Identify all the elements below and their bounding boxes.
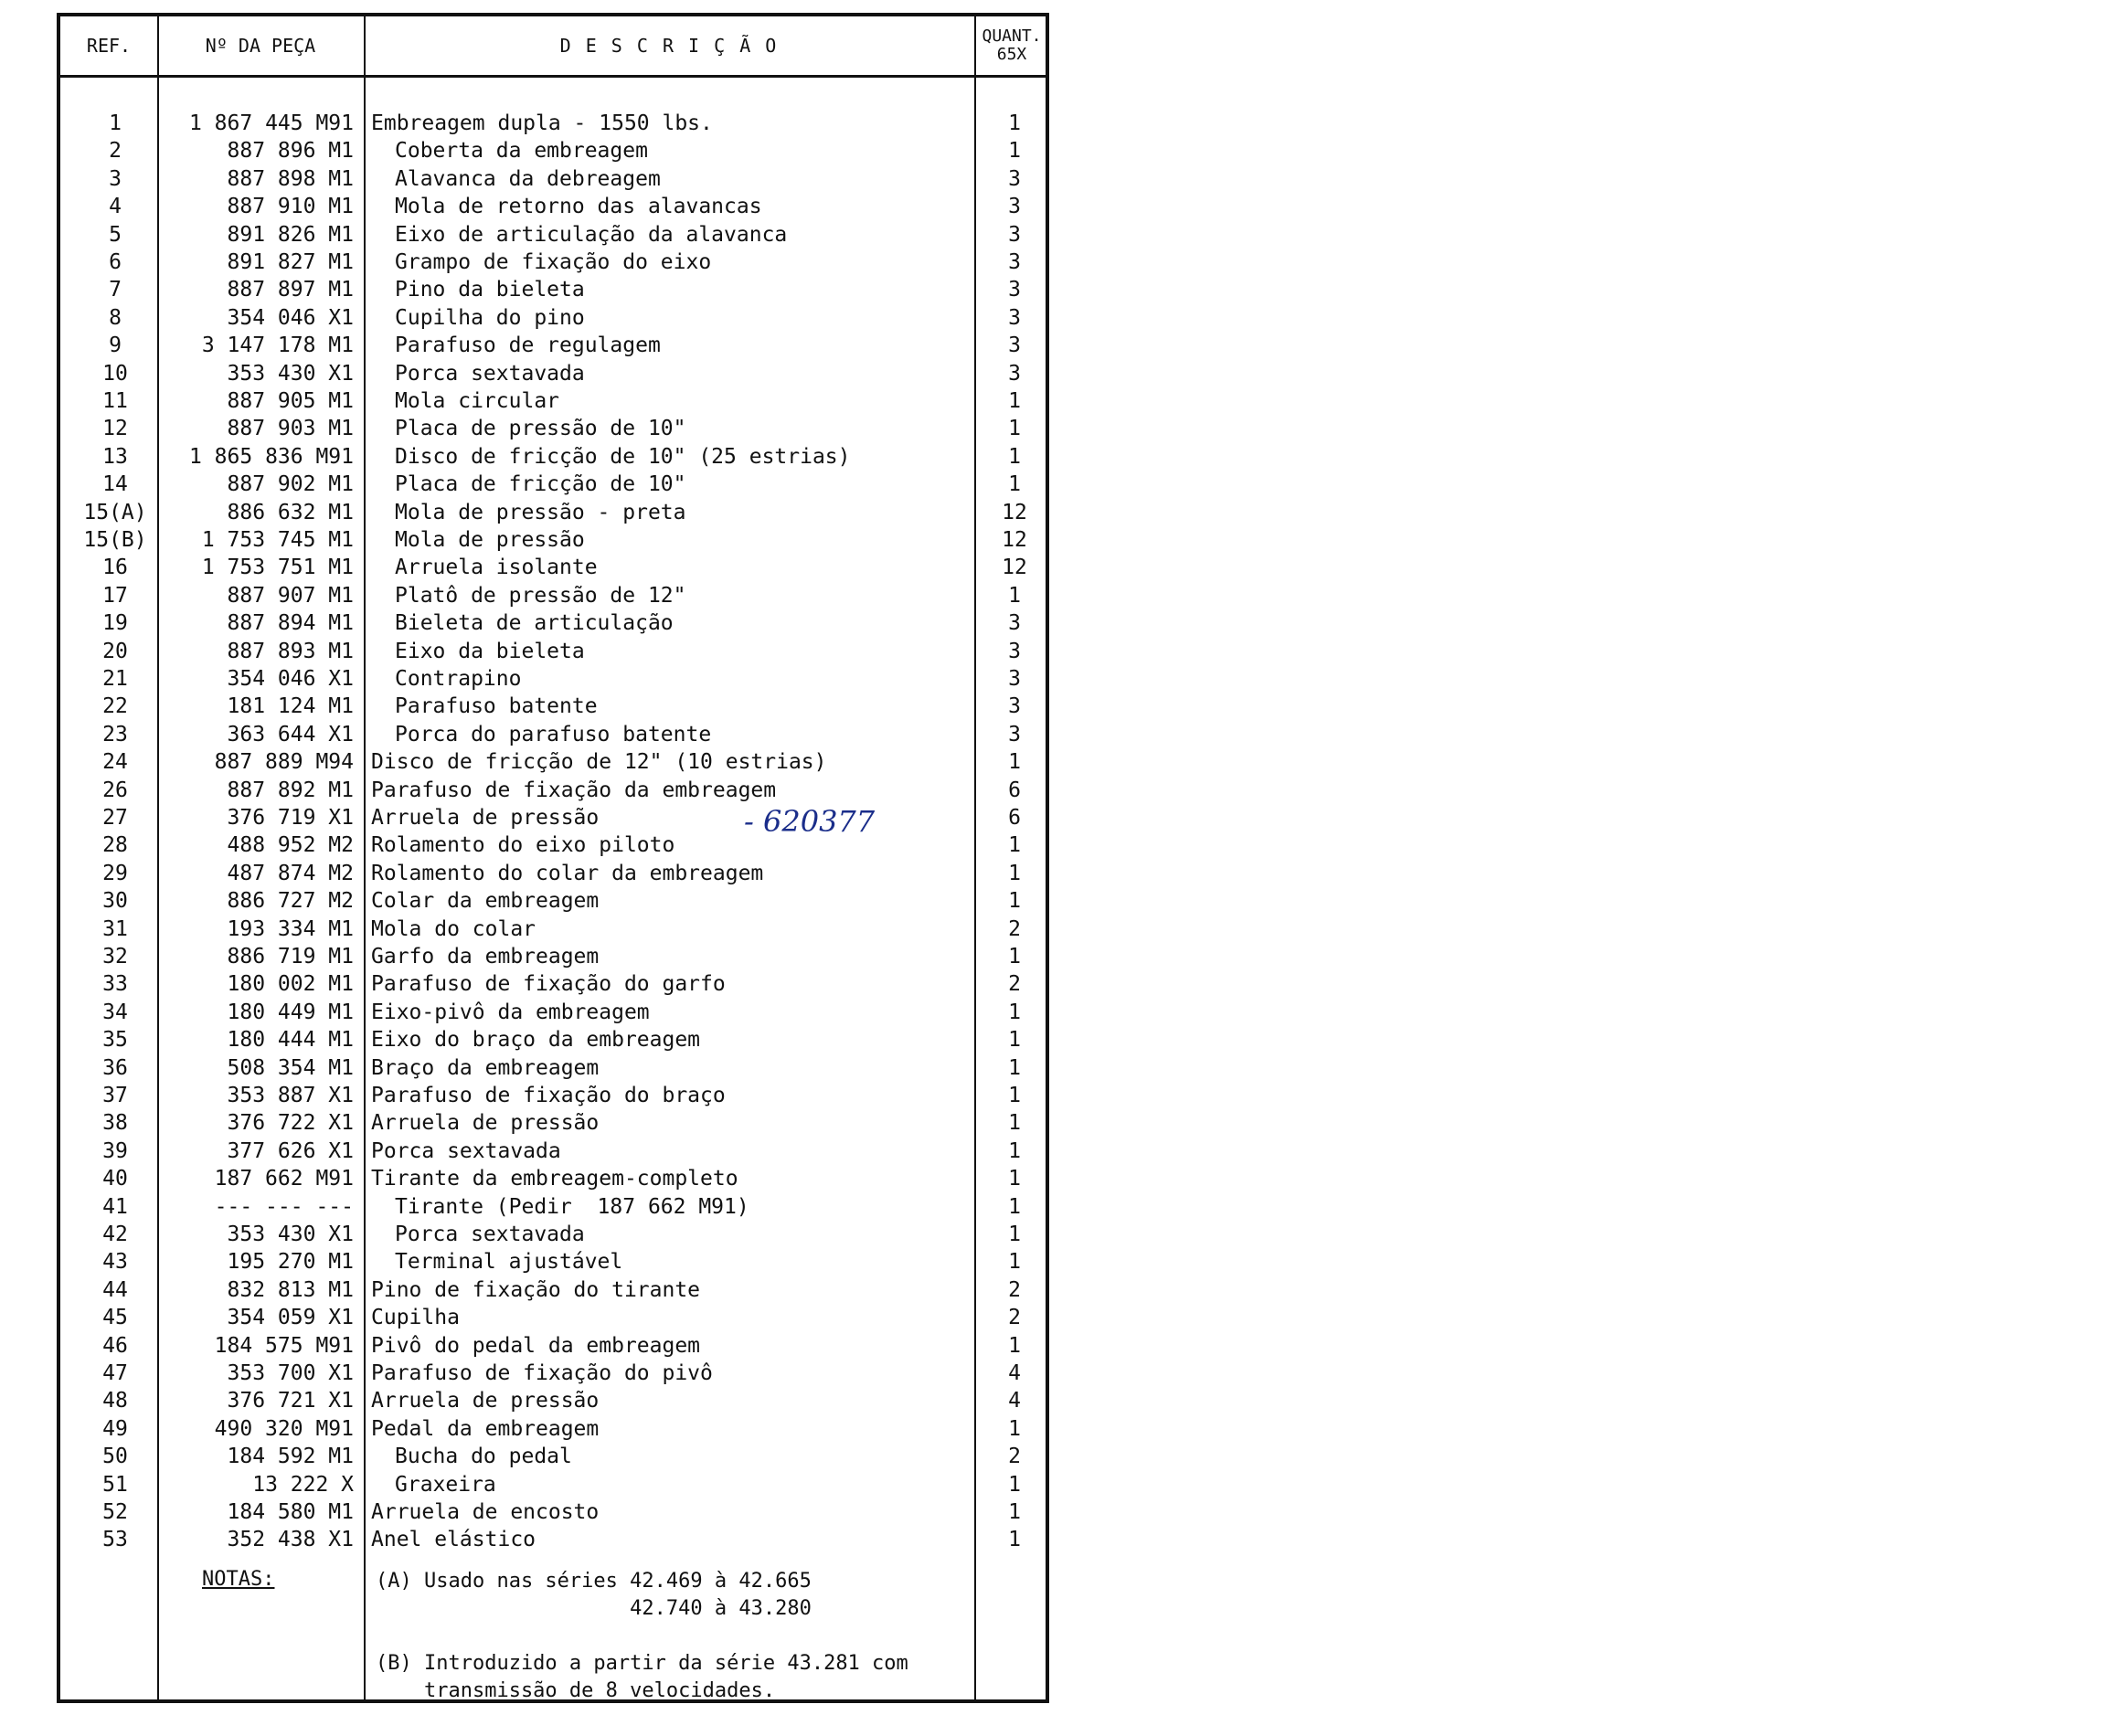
part-number-cell: 352 438 X1 [227,1528,354,1552]
description-cell: Graxeira [395,1472,496,1497]
quantity-cell: 12 [1002,556,1027,580]
part-number-cell: 354 046 X1 [227,667,354,691]
table-row [60,693,1046,720]
description-cell: Arruela de pressão [371,1111,600,1136]
header-part-number: Nº DA PEÇA [157,16,364,78]
description-cell: Platô de pressão de 12" [395,583,686,608]
ref-cell: 28 [102,833,128,858]
quantity-cell: 1 [1008,472,1021,497]
description-cell: Arruela de pressão [371,806,600,830]
description-cell: Parafuso de fixação do braço [371,1084,726,1107]
description-cell: Eixo-pivô da embreagem [371,1000,650,1024]
table-row [60,304,1046,332]
table-row [60,999,1046,1026]
description-cell: Rolamento do eixo piloto [371,833,675,858]
description-cell: Embreagem dupla - 1550 lbs. [371,111,713,135]
description-cell: Eixo da bieleta [395,639,585,663]
ref-cell: 52 [102,1500,128,1524]
description-cell: Contrapino [395,667,522,691]
quantity-cell: 12 [1002,500,1027,524]
ref-cell: 53 [102,1528,128,1552]
table-row [60,831,1046,859]
part-number-cell: 886 727 M2 [227,889,354,914]
part-number-cell: 887 905 M1 [227,389,354,413]
part-number-cell: 886 632 M1 [227,500,354,524]
ref-cell: 40 [102,1167,128,1191]
ref-cell: 7 [109,278,122,302]
quantity-cell: 3 [1008,333,1021,358]
description-cell: Porca sextavada [371,1138,561,1163]
description-cell: Mola de pressão - preta [395,500,686,524]
ref-cell: 24 [102,750,128,775]
description-cell: Braço da embreagem [371,1055,600,1080]
ref-cell: 6 [109,250,122,274]
quantity-cell: 3 [1008,611,1021,636]
quantity-cell: 1 [1008,583,1021,608]
description-cell: Rolamento do colar da embreagem [371,861,764,885]
table-row [60,638,1046,665]
quantity-cell: 1 [1008,111,1021,135]
part-number-cell: 3 147 178 M1 [201,333,354,358]
quantity-cell: 3 [1008,222,1021,247]
description-cell: Porca do parafuso batente [395,722,712,746]
description-cell: Parafuso de fixação da embreagem [371,778,777,802]
part-number-cell: 354 046 X1 [227,305,354,330]
description-cell: Pivô do pedal da embreagem [371,1333,701,1358]
table-row [60,1332,1046,1360]
description-cell: Alavanca da debreagem [395,166,661,191]
description-cell: Parafuso de regulagem [395,333,661,358]
part-number-cell: 13 222 X [252,1472,354,1497]
table-row [60,415,1046,442]
description-cell: Terminal ajustável [395,1250,623,1275]
part-number-cell: 887 889 M94 [214,750,354,775]
part-number-cell: 891 827 M1 [227,250,354,274]
note-b-line2: transmissão de 8 velocidades. [376,1679,776,1702]
description-cell: Placa de fricção de 10" [395,472,686,497]
table-row [60,721,1046,748]
note-a-line2: 42.740 à 43.280 [376,1597,812,1620]
table-row [60,387,1046,415]
quantity-cell: 3 [1008,639,1021,663]
table-row [60,1165,1046,1192]
ref-cell: 1 [109,111,122,135]
part-number-cell: 887 897 M1 [227,278,354,302]
ref-cell: 39 [102,1138,128,1163]
handwritten-annotation: - 620377 [744,804,876,839]
description-cell: Cupilha [371,1306,460,1330]
part-number-cell: --- --- --- [214,1194,354,1219]
table-row [60,137,1046,164]
ref-cell: 37 [102,1084,128,1107]
ref-cell: 26 [102,778,128,802]
table-row [60,249,1046,276]
header-quantity [974,16,1049,78]
note-b-line1: (B) Introduzido a partir da série 43.281 com [376,1652,908,1675]
ref-cell: 50 [102,1445,128,1469]
quantity-cell: 1 [1008,861,1021,885]
quantity-cell: 1 [1008,1111,1021,1136]
notes-label: NOTAS: [202,1568,275,1591]
ref-cell: 35 [102,1028,128,1053]
part-number-cell: 887 894 M1 [227,611,354,636]
part-number-cell: 887 896 M1 [227,139,354,164]
description-cell: Arruela de pressão [371,1389,600,1413]
quantity-cell: 3 [1008,250,1021,274]
ref-cell: 38 [102,1111,128,1136]
description-cell: Mola de retorno das alavancas [395,195,762,219]
ref-cell: 49 [102,1416,128,1441]
ref-cell: 32 [102,945,128,969]
description-cell: Grampo de fixação do eixo [395,250,712,274]
table-row [60,554,1046,581]
description-cell: Eixo do braço da embreagem [371,1028,701,1053]
table-row [60,1443,1046,1470]
table-row [60,526,1046,554]
table-row [60,777,1046,804]
part-number-cell: 887 907 M1 [227,583,354,608]
table-row [60,165,1046,193]
quantity-cell: 1 [1008,833,1021,858]
part-number-cell: 1 753 751 M1 [201,556,354,580]
part-number-cell: 180 449 M1 [227,1000,354,1024]
part-number-cell: 353 887 X1 [227,1084,354,1107]
part-number-cell: 887 892 M1 [227,778,354,802]
quantity-cell: 1 [1008,1167,1021,1191]
part-number-cell: 184 592 M1 [227,1445,354,1469]
description-cell: Mola de pressão [395,528,585,552]
quantity-cell: 4 [1008,1361,1021,1385]
ref-cell: 11 [102,389,128,413]
description-cell: Bieleta de articulação [395,611,674,636]
ref-cell: 51 [102,1472,128,1497]
quantity-cell: 3 [1008,722,1021,746]
description-cell: Arruela de encosto [371,1500,600,1524]
part-number-cell: 887 898 M1 [227,166,354,191]
quantity-cell: 2 [1008,972,1021,997]
ref-cell: 27 [102,806,128,830]
table-row [60,1360,1046,1387]
quantity-cell: 1 [1008,1250,1021,1275]
table-row [60,360,1046,387]
ref-cell: 8 [109,305,122,330]
ref-cell: 33 [102,972,128,997]
part-number-cell: 887 893 M1 [227,639,354,663]
table-row [60,221,1046,249]
quantity-cell: 1 [1008,1055,1021,1080]
quantity-cell: 4 [1008,1389,1021,1413]
ref-cell: 42 [102,1223,128,1246]
table-row [60,276,1046,303]
table-row [60,443,1046,471]
ref-cell: 31 [102,916,128,941]
quantity-cell: 3 [1008,195,1021,219]
header-quantity-label: QUANT. [982,26,1042,46]
table-row [60,609,1046,637]
part-number-cell: 832 813 M1 [227,1277,354,1302]
description-cell: Parafuso de fixação do pivô [371,1361,713,1385]
part-number-cell: 180 002 M1 [227,972,354,997]
part-number-cell: 887 910 M1 [227,195,354,219]
quantity-cell: 3 [1008,278,1021,302]
quantity-cell: 3 [1008,305,1021,330]
ref-cell: 13 [102,444,128,469]
table-row [60,1138,1046,1165]
table-row [60,332,1046,359]
ref-cell: 17 [102,583,128,608]
description-cell: Colar da embreagem [371,889,600,914]
part-number-cell: 181 124 M1 [227,694,354,719]
quantity-cell: 3 [1008,667,1021,691]
part-number-cell: 887 902 M1 [227,472,354,497]
ref-cell: 41 [102,1194,128,1219]
ref-cell: 16 [102,556,128,580]
note-a-line1: (A) Usado nas séries 42.469 à 42.665 [376,1570,812,1593]
quantity-cell: 1 [1008,1138,1021,1163]
table-row [60,582,1046,609]
table-row [60,193,1046,220]
part-number-cell: 1 867 445 M91 [188,111,354,135]
ref-cell: 5 [109,222,122,247]
description-cell: Parafuso de fixação do garfo [371,972,726,997]
part-number-cell: 363 644 X1 [227,722,354,746]
part-number-cell: 354 059 X1 [227,1306,354,1330]
ref-cell: 15(A) [83,500,147,524]
ref-cell: 10 [102,361,128,386]
table-row [60,1054,1046,1082]
part-number-cell: 353 430 X1 [227,361,354,386]
part-number-cell: 353 430 X1 [227,1223,354,1246]
quantity-cell: 1 [1008,945,1021,969]
table-row [60,970,1046,998]
ref-cell: 23 [102,722,128,746]
table-row [60,110,1046,137]
part-number-cell: 180 444 M1 [227,1028,354,1053]
table-row [60,665,1046,693]
quantity-cell: 3 [1008,361,1021,386]
part-number-cell: 376 719 X1 [227,806,354,830]
table-row [60,916,1046,943]
quantity-cell: 2 [1008,916,1021,941]
description-cell: Porca sextavada [395,1223,585,1246]
description-cell: Bucha do pedal [395,1445,572,1469]
part-number-cell: 1 753 745 M1 [201,528,354,552]
ref-cell: 14 [102,472,128,497]
quantity-cell: 1 [1008,1084,1021,1107]
ref-cell: 30 [102,889,128,914]
description-cell: Anel elástico [371,1528,536,1552]
table-row [60,860,1046,887]
description-cell: Placa de pressão de 10" [395,417,686,441]
part-number-cell: 193 334 M1 [227,916,354,941]
description-cell: Pino da bieleta [395,278,585,302]
quantity-cell: 1 [1008,1333,1021,1358]
ref-cell: 12 [102,417,128,441]
table-row [60,1248,1046,1276]
quantity-cell: 2 [1008,1445,1021,1469]
table-row [60,1026,1046,1053]
description-cell: Eixo de articulação da alavanca [395,222,788,247]
quantity-cell: 1 [1008,1472,1021,1497]
ref-cell: 19 [102,611,128,636]
table-row [60,1276,1046,1304]
ref-cell: 34 [102,1000,128,1024]
table-row [60,1304,1046,1331]
ref-cell: 20 [102,639,128,663]
description-cell: Tirante (Pedir 187 662 M91) [395,1194,749,1219]
description-cell: Tirante da embreagem-completo [371,1167,738,1191]
table-row [60,471,1046,498]
ref-cell: 44 [102,1277,128,1302]
table-row [60,1193,1046,1221]
quantity-cell: 2 [1008,1306,1021,1330]
part-number-cell: 508 354 M1 [227,1055,354,1080]
quantity-cell: 1 [1008,417,1021,441]
table-row [60,1526,1046,1553]
part-number-cell: 195 270 M1 [227,1250,354,1275]
description-cell: Mola do colar [371,916,536,941]
quantity-cell: 1 [1008,1528,1021,1552]
quantity-cell: 1 [1008,1194,1021,1219]
header-quantity-model: 65X [996,45,1027,64]
table-row [60,748,1046,776]
quantity-cell: 1 [1008,444,1021,469]
quantity-cell: 1 [1008,1028,1021,1053]
part-number-cell: 490 320 M91 [214,1416,354,1441]
description-cell: Parafuso batente [395,694,598,719]
description-cell: Disco de fricção de 10" (25 estrias) [395,444,851,469]
parts-list-sheet [57,13,1049,1703]
ref-cell: 21 [102,667,128,691]
part-number-cell: 886 719 M1 [227,945,354,969]
table-row [60,1415,1046,1443]
table-row [60,499,1046,526]
ref-cell: 9 [109,333,122,358]
part-number-cell: 488 952 M2 [227,833,354,858]
quantity-cell: 1 [1008,1223,1021,1246]
part-number-cell: 376 721 X1 [227,1389,354,1413]
quantity-cell: 1 [1008,889,1021,914]
ref-cell: 22 [102,694,128,719]
table-row [60,887,1046,915]
description-cell: Arruela isolante [395,556,598,580]
description-cell: Garfo da embreagem [371,945,600,969]
part-number-cell: 377 626 X1 [227,1138,354,1163]
ref-cell: 3 [109,166,122,191]
table-row [60,1221,1046,1248]
quantity-cell: 1 [1008,750,1021,775]
quantity-cell: 1 [1008,389,1021,413]
header-ref: REF. [60,16,157,78]
part-number-cell: 353 700 X1 [227,1361,354,1385]
quantity-cell: 3 [1008,694,1021,719]
description-cell: Pino de fixação do tirante [371,1277,701,1302]
ref-cell: 36 [102,1055,128,1080]
table-row [60,804,1046,831]
quantity-cell: 1 [1008,1000,1021,1024]
table-row [60,1387,1046,1414]
ref-cell: 48 [102,1389,128,1413]
quantity-cell: 1 [1008,139,1021,164]
ref-cell: 29 [102,861,128,885]
quantity-cell: 3 [1008,166,1021,191]
ref-cell: 46 [102,1333,128,1358]
part-number-cell: 184 575 M91 [214,1333,354,1358]
part-number-cell: 887 903 M1 [227,417,354,441]
part-number-cell: 184 580 M1 [227,1500,354,1524]
table-row [60,1082,1046,1109]
description-cell: Pedal da embreagem [371,1416,600,1441]
quantity-cell: 1 [1008,1416,1021,1441]
description-cell: Coberta da embreagem [395,139,648,164]
table-row [60,1471,1046,1498]
ref-cell: 4 [109,195,122,219]
part-number-cell: 891 826 M1 [227,222,354,247]
description-cell: Porca sextavada [395,361,585,386]
table-row [60,943,1046,970]
part-number-cell: 376 722 X1 [227,1111,354,1136]
ref-cell: 45 [102,1306,128,1330]
quantity-cell: 1 [1008,1500,1021,1524]
description-cell: Mola circular [395,389,560,413]
table-row [60,1109,1046,1137]
part-number-cell: 187 662 M91 [214,1167,354,1191]
ref-cell: 47 [102,1361,128,1385]
ref-cell: 2 [109,139,122,164]
part-number-cell: 1 865 836 M91 [188,444,354,469]
description-cell: Disco de fricção de 12" (10 estrias) [371,750,827,775]
quantity-cell: 6 [1008,778,1021,802]
quantity-cell: 2 [1008,1277,1021,1302]
ref-cell: 43 [102,1250,128,1275]
description-cell: Cupilha do pino [395,305,585,330]
header-description: D E S C R I Ç Ã O [364,16,974,78]
table-row [60,1498,1046,1526]
quantity-cell: 12 [1002,528,1027,552]
part-number-cell: 487 874 M2 [227,861,354,885]
ref-cell: 15(B) [83,528,147,552]
quantity-cell: 6 [1008,806,1021,830]
